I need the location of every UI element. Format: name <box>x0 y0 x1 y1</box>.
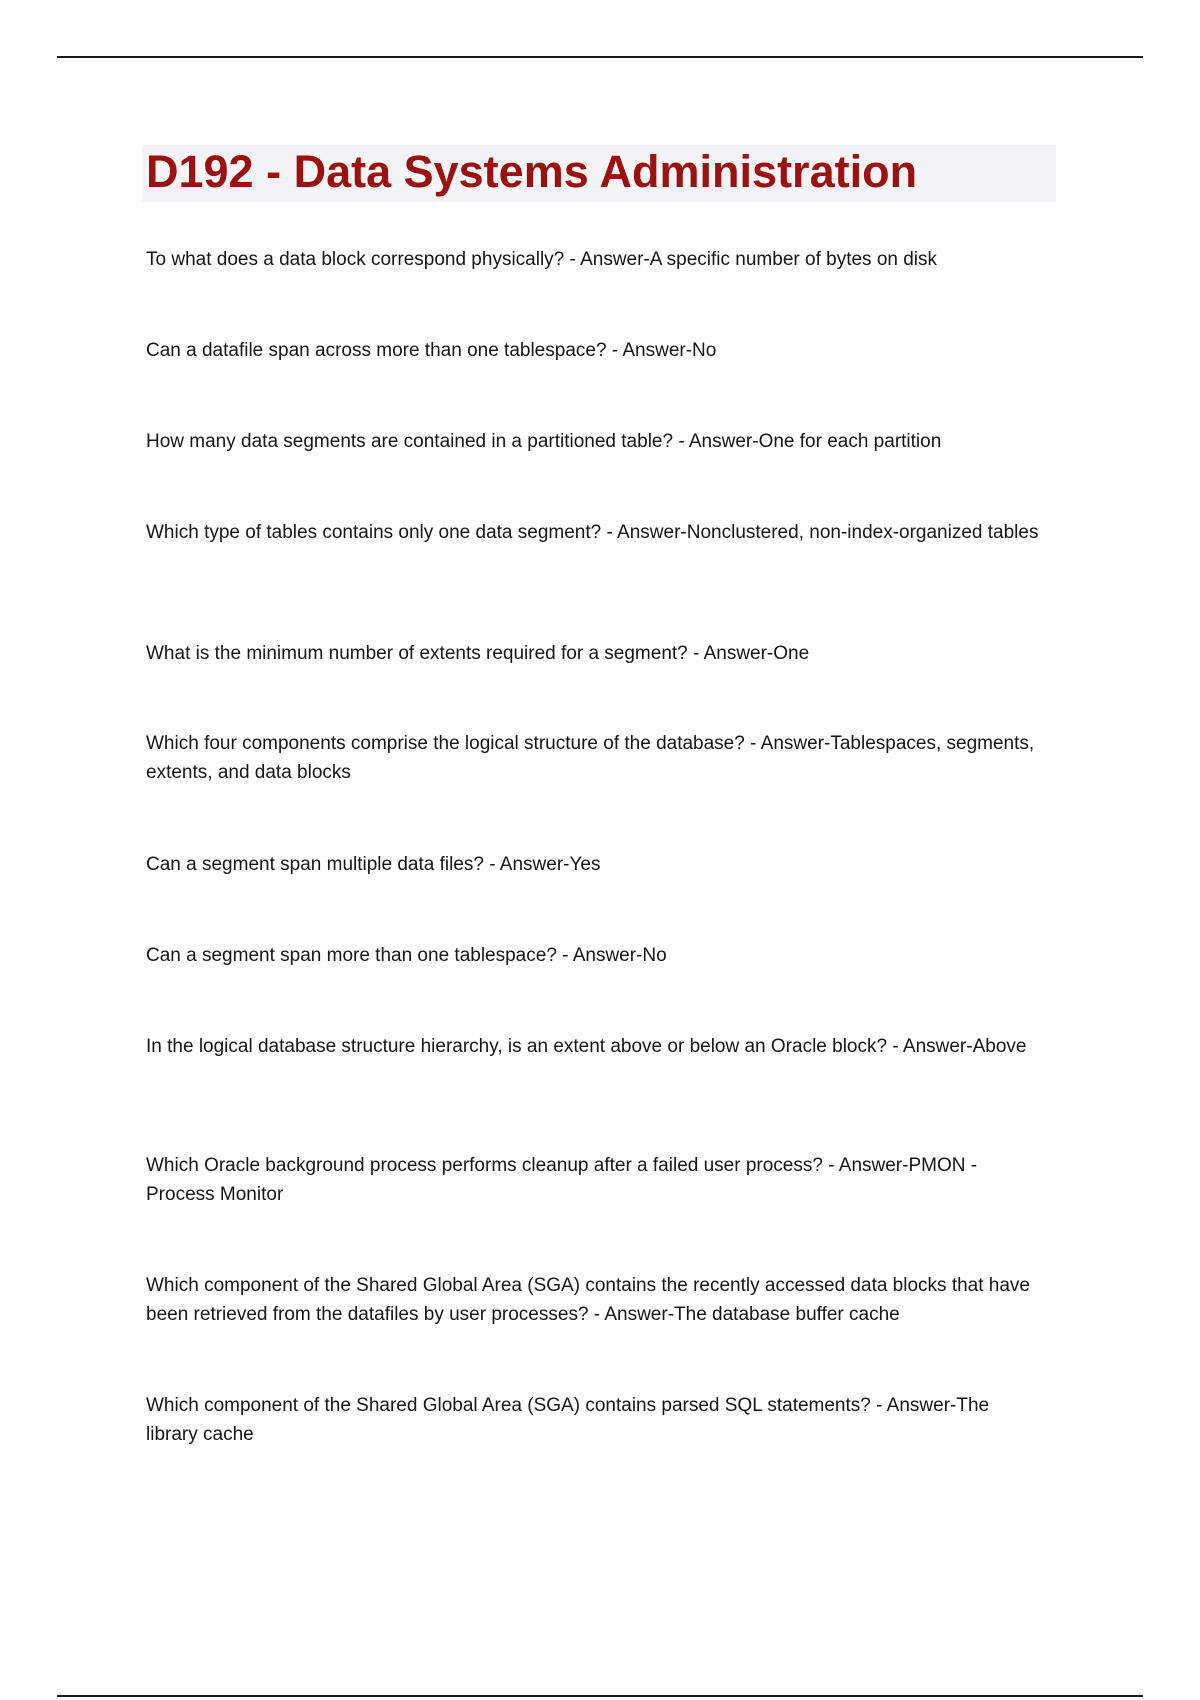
qa-item: To what does a data block correspond physically? - Answer-A specific number of bytes on disk <box>146 249 938 270</box>
qa-item: Which four components comprise the logical structure of the database? - Answer-Tablespaces, segments, extents, and data blocks <box>146 733 1035 783</box>
qa-item: Can a datafile span across more than one tablespace? - Answer-No <box>146 340 717 361</box>
qa-item: Can a segment span multiple data files? - Answer-Yes <box>146 854 601 875</box>
qa-item: How many data segments are contained in a partitioned table? - Answer-One for each partition <box>146 431 942 452</box>
qa-item: Can a segment span more than one tablespace? - Answer-No <box>146 945 667 966</box>
qa-item: Which component of the Shared Global Area (SGA) contains parsed SQL statements? - Answer-The library cache <box>146 1395 990 1445</box>
qa-item: Which type of tables contains only one data segment? - Answer-Nonclustered, non-index-organized tables <box>146 522 1039 543</box>
footer-rule <box>57 1695 1143 1697</box>
qa-item: Which Oracle background process performs cleanup after a failed user process? - Answer-PMON - Process Monitor <box>146 1155 978 1205</box>
header-rule <box>57 56 1143 58</box>
qa-item: What is the minimum number of extents required for a segment? - Answer-One <box>146 643 810 664</box>
document-title: D192 - Data Systems Administration <box>146 146 918 197</box>
qa-item: In the logical database structure hierarchy, is an extent above or below an Oracle block? - Answer-Above <box>146 1036 1027 1057</box>
qa-item: Which component of the Shared Global Area (SGA) contains the recently accessed data blocks that have been retrieved from the datafiles by user processes? - Answer-The database buffer cache <box>146 1275 1030 1325</box>
